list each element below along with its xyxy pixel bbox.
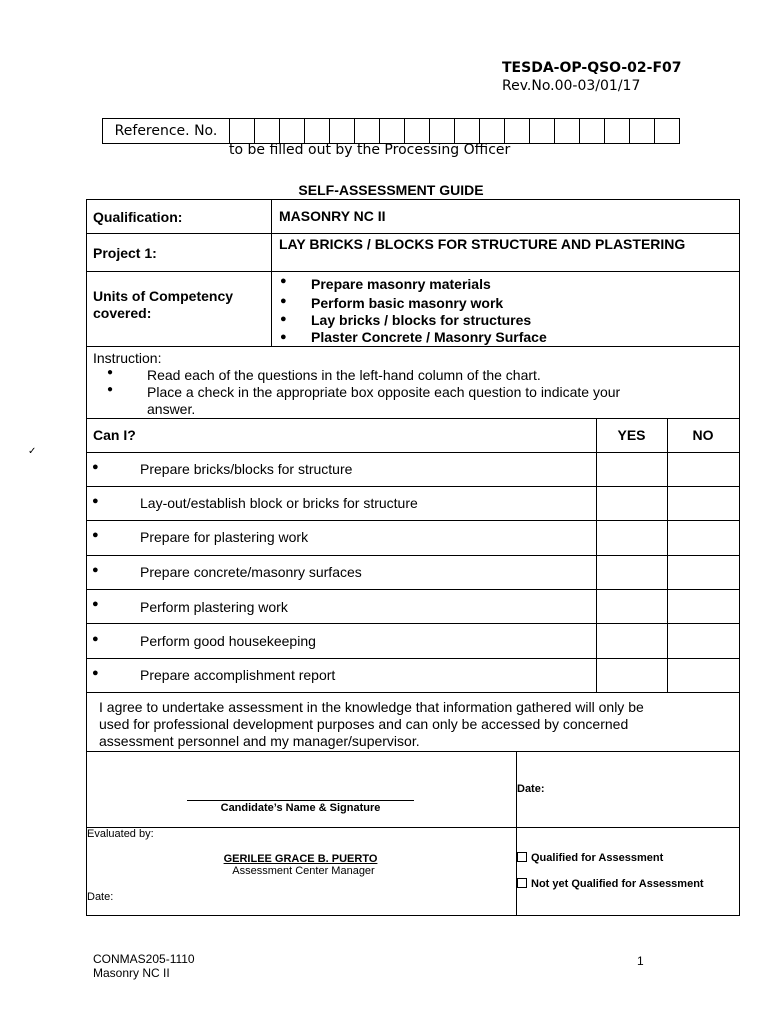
instruction-item: Place a check in the appropriate box opposite each question to indicate your [147,384,621,400]
document-title: SELF-ASSESSMENT GUIDE [298,182,484,198]
yes-checkbox-cell[interactable] [597,453,667,486]
reference-cell[interactable] [255,119,280,143]
bullet-icon: ● [107,384,114,395]
reference-cell[interactable] [230,119,255,143]
checklist-item: Prepare concrete/masonry surfaces [140,564,362,580]
unit-item: Perform basic masonry work [311,295,504,311]
reference-cell[interactable] [455,119,480,143]
reference-cell[interactable] [530,119,555,143]
reference-cell[interactable] [605,119,630,143]
project-value: LAY BRICKS / BLOCKS FOR STRUCTURE AND PLASTERING [279,236,686,252]
checklist-item: Prepare for plastering work [140,529,309,545]
no-checkbox-cell[interactable] [668,624,739,658]
project-label: Project 1: [93,245,157,261]
agreement-text-line2: used for professional development purposes and can only be accessed by concerned [99,716,629,732]
reference-cell[interactable] [330,119,355,143]
evaluator-title: Assessment Center Manager [232,865,375,877]
margin-mark: ✓ [28,446,37,457]
instruction-item-continued: answer. [147,401,196,417]
no-checkbox-cell[interactable] [668,487,739,520]
yes-checkbox-cell[interactable] [597,659,667,692]
bullet-icon: ● [92,633,99,645]
evaluator-name: GERILEE GRACE B. PUERTO [223,853,378,865]
instruction-label: Instruction: [93,350,162,366]
unit-item: Plaster Concrete / Masonry Surface [311,329,547,345]
yes-checkbox-cell[interactable] [597,521,667,555]
no-checkbox-cell[interactable] [668,521,739,555]
yes-header: YES [617,427,646,443]
bullet-icon: ● [92,598,99,610]
bullet-icon: ● [92,529,99,541]
reference-cell[interactable] [380,119,405,143]
checklist-item: Lay-out/establish block or bricks for structure [140,495,418,511]
bullet-icon: ● [107,367,114,378]
form-code: TESDA-OP-QSO-02-F07 [502,60,682,76]
no-checkbox-cell[interactable] [668,659,739,692]
reference-cell[interactable] [355,119,380,143]
bullet-icon: ● [280,331,287,343]
bullet-icon: ● [280,275,287,287]
bullet-icon: ● [280,295,287,307]
qualification-value: MASONRY NC II [279,208,386,224]
candidate-date-label: Date: [517,783,545,795]
reference-cell[interactable] [430,119,455,143]
reference-cell[interactable] [580,119,605,143]
reference-label: Reference. No. [103,119,230,143]
reference-cell[interactable] [305,119,330,143]
no-header: NO [692,427,714,443]
reference-note: to be filled out by the Processing Officer [229,142,511,158]
reference-cell[interactable] [405,119,430,143]
no-checkbox-cell[interactable] [668,590,739,623]
yes-checkbox-cell[interactable] [597,556,667,589]
checklist-header: Can I? [93,427,136,443]
checkbox-icon[interactable] [517,878,527,888]
units-label-line2: covered: [93,305,152,321]
footer-course: Masonry NC II [93,966,170,980]
qualified-label: Qualified for Assessment [531,852,664,864]
checklist-item: Perform good housekeeping [140,633,316,649]
not-qualified-label: Not yet Qualified for Assessment [531,878,704,890]
signature-line [187,800,414,801]
bullet-icon: ● [92,495,99,507]
reference-cell[interactable] [655,119,679,143]
reference-cell[interactable] [630,119,655,143]
reference-number-box[interactable] [102,118,680,144]
no-checkbox-cell[interactable] [668,453,739,486]
evaluated-by-label: Evaluated by: [87,828,154,840]
footer-code: CONMAS205-1110 [93,952,195,966]
candidate-signature-label: Candidate’s Name & Signature [220,802,381,814]
agreement-text-line1: I agree to undertake assessment in the knowledge that information gathered will only be [99,699,644,715]
checklist-item: Perform plastering work [140,599,288,615]
no-checkbox-cell[interactable] [668,556,739,589]
units-label-line1: Units of Competency [93,288,234,304]
reference-cell[interactable] [555,119,580,143]
checklist-item: Prepare accomplishment report [140,667,336,683]
unit-item: Lay bricks / blocks for structures [311,312,532,328]
checkbox-icon[interactable] [517,852,527,862]
yes-checkbox-cell[interactable] [597,624,667,658]
bullet-icon: ● [92,461,99,473]
reference-cell[interactable] [480,119,505,143]
qualification-label: Qualification: [93,209,183,225]
yes-checkbox-cell[interactable] [597,487,667,520]
not-qualified-option[interactable] [517,878,704,890]
qualified-option[interactable] [517,852,663,864]
revision-number: Rev.No.00-03/01/17 [502,78,641,94]
reference-cell[interactable] [280,119,305,143]
unit-item: Prepare masonry materials [311,276,491,292]
instruction-item: Read each of the questions in the left-hand column of the chart. [147,367,541,383]
bullet-icon: ● [92,667,99,679]
bullet-icon: ● [92,564,99,576]
yes-checkbox-cell[interactable] [597,590,667,623]
checklist-item: Prepare bricks/blocks for structure [140,461,353,477]
page-number: 1 [637,954,644,968]
bullet-icon: ● [280,313,287,325]
agreement-text-line3: assessment personnel and my manager/supervisor. [99,733,420,749]
evaluation-date-label: Date: [87,891,114,903]
reference-cell[interactable] [505,119,530,143]
